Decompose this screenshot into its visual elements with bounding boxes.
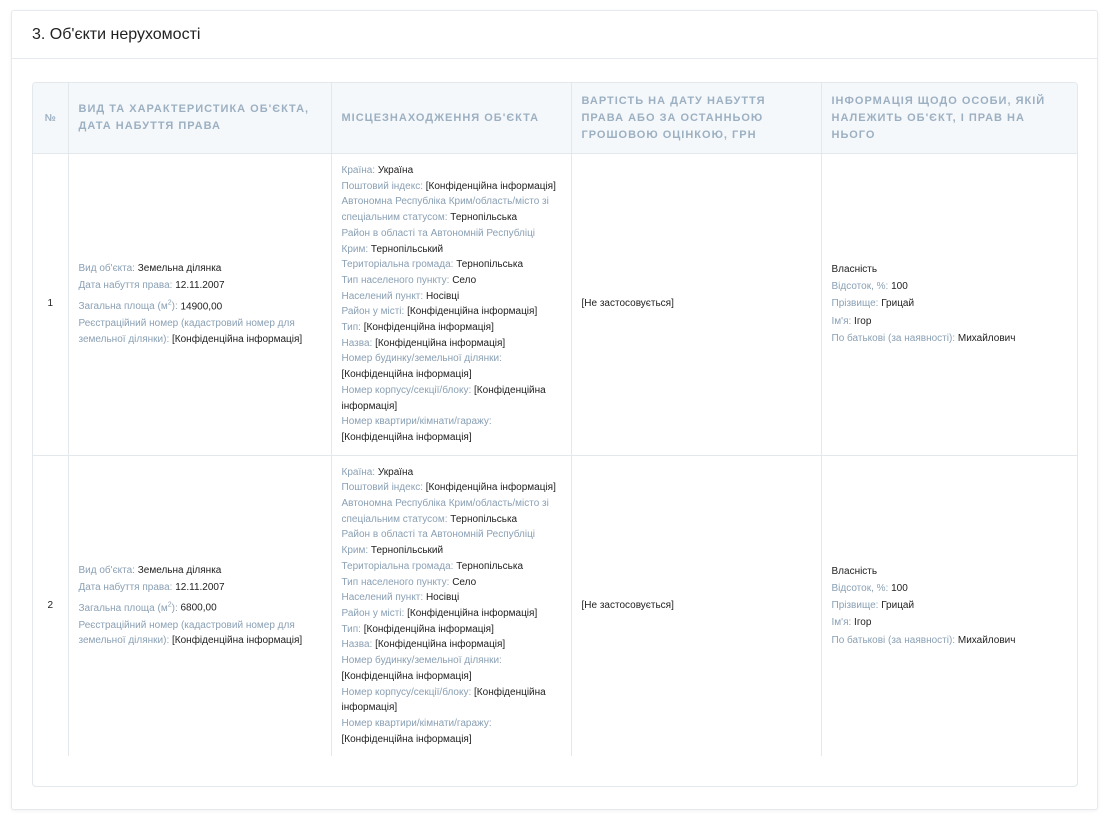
ownership-type: Власність: [831, 565, 878, 577]
settlement-value: Носівці: [425, 290, 460, 302]
real-estate-table: [33, 83, 1078, 756]
settlement-type-label: Тип населеного пункту:: [341, 576, 453, 588]
building-label: Номер будинку/земельної ділянки:: [341, 655, 502, 667]
acq-date-value: 12.11.2007: [175, 582, 225, 594]
row-num: 1: [47, 298, 54, 310]
object-type-line: [79, 563, 321, 579]
settlement-label: Населений пункт:: [341, 290, 426, 302]
settlement-label: Населений пункт:: [341, 592, 426, 604]
community-value: Тернопільська: [456, 560, 524, 572]
ownership-type: Власність: [831, 264, 878, 276]
card-header: [12, 11, 1097, 59]
area-label-sup: 2: [167, 601, 172, 609]
share-value: 100: [891, 582, 908, 594]
street-name-label: Назва:: [341, 639, 376, 651]
area-label-text: Загальна площа (м: [78, 300, 168, 312]
block-label: Номер корпусу/секції/блоку:: [341, 384, 475, 396]
real-estate-table-wrapper: [32, 82, 1078, 787]
first-name-value: Ігор: [854, 315, 872, 327]
acq-date-label: Дата набуття права:: [78, 280, 176, 292]
country-label: Країна:: [341, 466, 378, 478]
acq-date-value: 12.11.2007: [175, 280, 225, 292]
community-label: Територіальна громада:: [341, 259, 457, 271]
value-text: [Не застосовується]: [581, 600, 674, 612]
real-estate-card: [11, 10, 1098, 810]
apartment-label: Номер квартири/кімнати/гаражу:: [341, 717, 492, 729]
header-object: ВИД ТА ХАРАКТЕРИСТИКА ОБ'ЄКТА, ДАТА НАБУТТЯ ПРАВА: [68, 83, 331, 154]
table-row: [33, 455, 1078, 756]
patronymic-label: По батькові (за наявності):: [831, 332, 958, 344]
surname-label: Прізвище:: [831, 298, 882, 310]
apartment-value: [Конфіденційна інформація]: [341, 733, 472, 745]
city-district-value: [Конфіденційна інформація]: [407, 607, 538, 619]
reg-num-value: [Конфіденційна інформація]: [172, 333, 303, 345]
area-label-end: ):: [171, 602, 181, 614]
area-value: 14900,00: [180, 300, 223, 312]
building-value: [Конфіденційна інформація]: [341, 369, 472, 381]
object-type-label: Вид об'єкта:: [78, 564, 138, 576]
reg-num-label: Реєстраційний номер (кадастровий номер для земельної ділянки):: [78, 619, 295, 647]
community-value: Тернопільська: [456, 259, 524, 271]
surname-value: Грицай: [881, 298, 915, 310]
location-cell: [331, 154, 571, 456]
section-title: 3. Об'єкти нерухомості: [32, 26, 201, 43]
value-cell: [571, 154, 821, 456]
acq-date-label: Дата набуття права:: [78, 582, 176, 594]
area-label: [79, 301, 181, 312]
patronymic-value: Михайлович: [957, 634, 1016, 646]
postal-label: Поштовий індекс:: [341, 482, 426, 494]
postal-label: Поштовий індекс:: [341, 180, 426, 192]
region-label: Автономна Республіка Крим/область/місто зі спеціальним статусом:: [341, 498, 549, 525]
first-name-label: Ім'я:: [831, 315, 855, 327]
object-cell: [68, 154, 331, 456]
object-type-label: Вид об'єкта:: [78, 263, 138, 275]
surname-label: Прізвище:: [831, 600, 882, 612]
object-type-value: Земельна ділянка: [137, 263, 222, 275]
apartment-label: Номер квартири/кімнати/гаражу:: [341, 416, 492, 428]
country-value: Україна: [377, 165, 414, 176]
area-value: 6800,00: [180, 602, 217, 614]
reg-num-line: [79, 316, 321, 347]
header-value: ВАРТІСТЬ НА ДАТУ НАБУТТЯ ПРАВА АБО ЗА ОСТАННЬОЮ ГРОШОВОЮ ОЦІНКОЮ, ГРН: [571, 83, 821, 154]
share-label: Відсоток, %:: [831, 281, 892, 293]
block-value: [Конфіденційна інформація]: [341, 384, 546, 412]
share-value: 100: [891, 281, 908, 293]
city-district-label: Район у місті:: [341, 607, 408, 619]
region-value: Тернопільська: [450, 212, 518, 224]
first-name-label: Ім'я:: [831, 617, 855, 629]
street-type-label: Тип:: [341, 322, 364, 334]
area-line: [79, 597, 321, 616]
street-type-value: [Конфіденційна інформація]: [363, 322, 494, 334]
area-label-sup: 2: [167, 299, 172, 307]
street-type-value: [Конфіденційна інформація]: [363, 623, 494, 635]
city-district-label: Район у місті:: [341, 306, 408, 318]
area-label-text: Загальна площа (м: [78, 602, 168, 614]
table-row: [33, 154, 1078, 456]
settlement-type-value: Село: [452, 576, 477, 588]
settlement-type-value: Село: [452, 274, 477, 286]
surname-value: Грицай: [881, 600, 915, 612]
block-value: [Конфіденційна інформація]: [341, 686, 546, 714]
settlement-type-label: Тип населеного пункту:: [341, 274, 453, 286]
acq-date-line: [79, 278, 321, 294]
patronymic-value: Михайлович: [957, 332, 1016, 344]
header-num: №: [33, 83, 68, 154]
building-value: [Конфіденційна інформація]: [341, 670, 472, 682]
row-num: 2: [47, 600, 54, 612]
object-type-value: Земельна ділянка: [137, 564, 222, 576]
share-label: Відсоток, %:: [831, 582, 892, 594]
region-label: Автономна Республіка Крим/область/місто зі спеціальним статусом:: [341, 196, 549, 224]
value-text: [Не застосовується]: [581, 298, 674, 310]
object-type-line: [79, 261, 321, 277]
building-label: Номер будинку/земельної ділянки:: [341, 353, 502, 365]
reg-num-line: [79, 618, 321, 649]
location-cell: [331, 455, 571, 756]
street-type-label: Тип:: [341, 623, 364, 635]
apartment-value: [Конфіденційна інформація]: [341, 431, 472, 443]
row-num-cell: [33, 154, 68, 456]
district-label: Район в області та Автономній Республіці Крим:: [341, 227, 536, 255]
owner-cell: [821, 455, 1078, 756]
patronymic-label: По батькові (за наявності):: [831, 634, 958, 646]
street-name-value: [Конфіденційна інформація]: [375, 337, 506, 349]
street-name-label: Назва:: [341, 337, 376, 349]
country-label: Країна:: [341, 165, 378, 176]
block-label: Номер корпусу/секції/блоку:: [341, 686, 475, 698]
country-value: Україна: [377, 466, 414, 478]
district-value: Тернопільський: [370, 545, 444, 557]
reg-num-value: [Конфіденційна інформація]: [172, 635, 303, 647]
acq-date-line: [79, 580, 321, 596]
owner-cell: [821, 154, 1078, 456]
area-label: [79, 603, 181, 614]
community-label: Територіальна громада:: [341, 560, 457, 572]
city-district-value: [Конфіденційна інформація]: [407, 306, 538, 318]
district-label: Район в області та Автономній Республіці Крим:: [341, 529, 536, 557]
object-cell: [68, 455, 331, 756]
area-line: [79, 296, 321, 315]
postal-value: [Конфіденційна інформація]: [425, 482, 556, 494]
street-name-value: [Конфіденційна інформація]: [375, 639, 506, 651]
table-header-row: [33, 83, 1078, 154]
settlement-value: Носівці: [425, 592, 460, 604]
first-name-value: Ігор: [854, 617, 872, 629]
area-label-end: ):: [171, 300, 181, 312]
value-cell: [571, 455, 821, 756]
postal-value: [Конфіденційна інформація]: [425, 180, 556, 192]
row-num-cell: [33, 455, 68, 756]
region-value: Тернопільська: [450, 513, 518, 525]
header-owner: ІНФОРМАЦІЯ ЩОДО ОСОБИ, ЯКІЙ НАЛЕЖИТЬ ОБ'ЄКТ, І ПРАВ НА НЬОГО: [821, 83, 1078, 154]
reg-num-label: Реєстраційний номер (кадастровий номер для земельної ділянки):: [78, 318, 295, 345]
header-location: МІСЦЕЗНАХОДЖЕННЯ ОБ'ЄКТА: [331, 83, 571, 154]
district-value: Тернопільський: [370, 243, 444, 255]
